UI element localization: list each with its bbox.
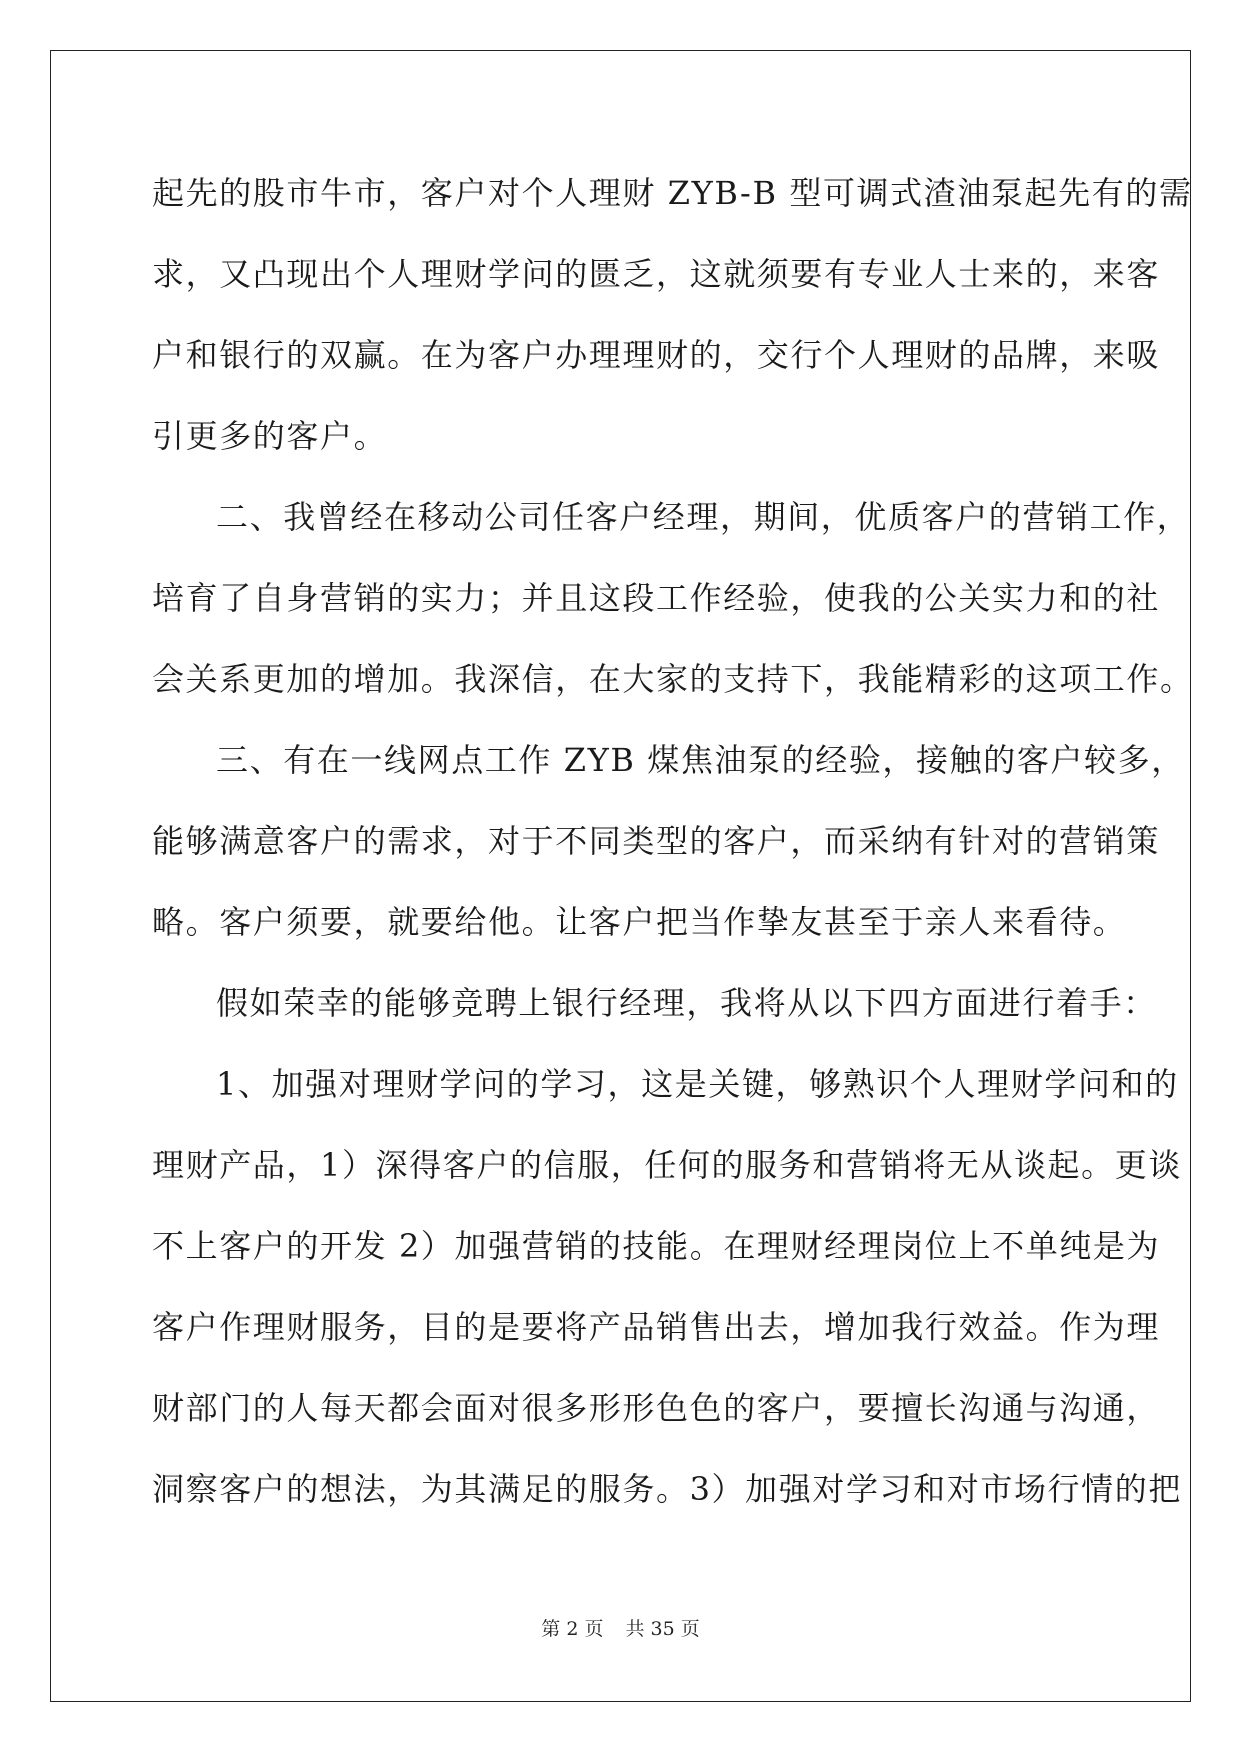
text-line-3: 户和银行的双赢。在为客户办理理财的，交行个人理财的品牌，来吸 bbox=[152, 336, 1161, 374]
text-line-11: 假如荣幸的能够竞聘上银行经理，我将从以下四方面进行着手： bbox=[216, 984, 1157, 1022]
text-line-12: 1、加强对理财学问的学习，这是关键，够熟识个人理财学问和的 bbox=[216, 1065, 1179, 1103]
text-line-1: 起先的股市牛市，客户对个人理财 ZYB-B 型可调式渣油泵起先有的需 bbox=[152, 174, 1193, 212]
page-total: 共 35 页 bbox=[625, 1618, 700, 1640]
page-footer bbox=[0, 1617, 1241, 1641]
text-line-5: 二、我曾经在移动公司任客户经理，期间，优质客户的营销工作， bbox=[216, 498, 1191, 536]
text-line-6: 培育了自身营销的实力；并且这段工作经验，使我的公关实力和的社 bbox=[152, 579, 1161, 617]
document-body bbox=[152, 165, 1194, 1542]
text-line-13: 理财产品，1）深得客户的信服，任何的服务和营销将无从谈起。更谈 bbox=[152, 1146, 1182, 1184]
page-number: 第 2 页 bbox=[541, 1618, 604, 1640]
text-line-15: 客户作理财服务，目的是要将产品销售出去，增加我行效益。作为理 bbox=[152, 1308, 1161, 1346]
text-line-2: 求，又凸现出个人理财学问的匮乏，这就须要有专业人士来的，来客 bbox=[152, 255, 1161, 293]
text-line-9: 能够满意客户的需求，对于不同类型的客户，而采纳有针对的营销策 bbox=[152, 822, 1161, 860]
text-line-17: 洞察客户的想法，为其满足的服务。3）加强对学习和对市场行情的把 bbox=[152, 1470, 1182, 1508]
text-line-14: 不上客户的开发 2）加强营销的技能。在理财经理岗位上不单纯是为 bbox=[152, 1227, 1161, 1265]
text-line-7: 会关系更加的增加。我深信，在大家的支持下，我能精彩的这项工作。 bbox=[152, 660, 1194, 698]
text-line-10: 略。客户须要，就要给他。让客户把当作挚友甚至于亲人来看待。 bbox=[152, 903, 1127, 941]
text-line-4: 引更多的客户。 bbox=[152, 417, 388, 455]
text-line-8: 三、有在一线网点工作 ZYB 煤焦油泵的经验，接触的客户较多， bbox=[216, 741, 1185, 779]
text-line-16: 财部门的人每天都会面对很多形形色色的客户，要擅长沟通与沟通， bbox=[152, 1389, 1161, 1427]
